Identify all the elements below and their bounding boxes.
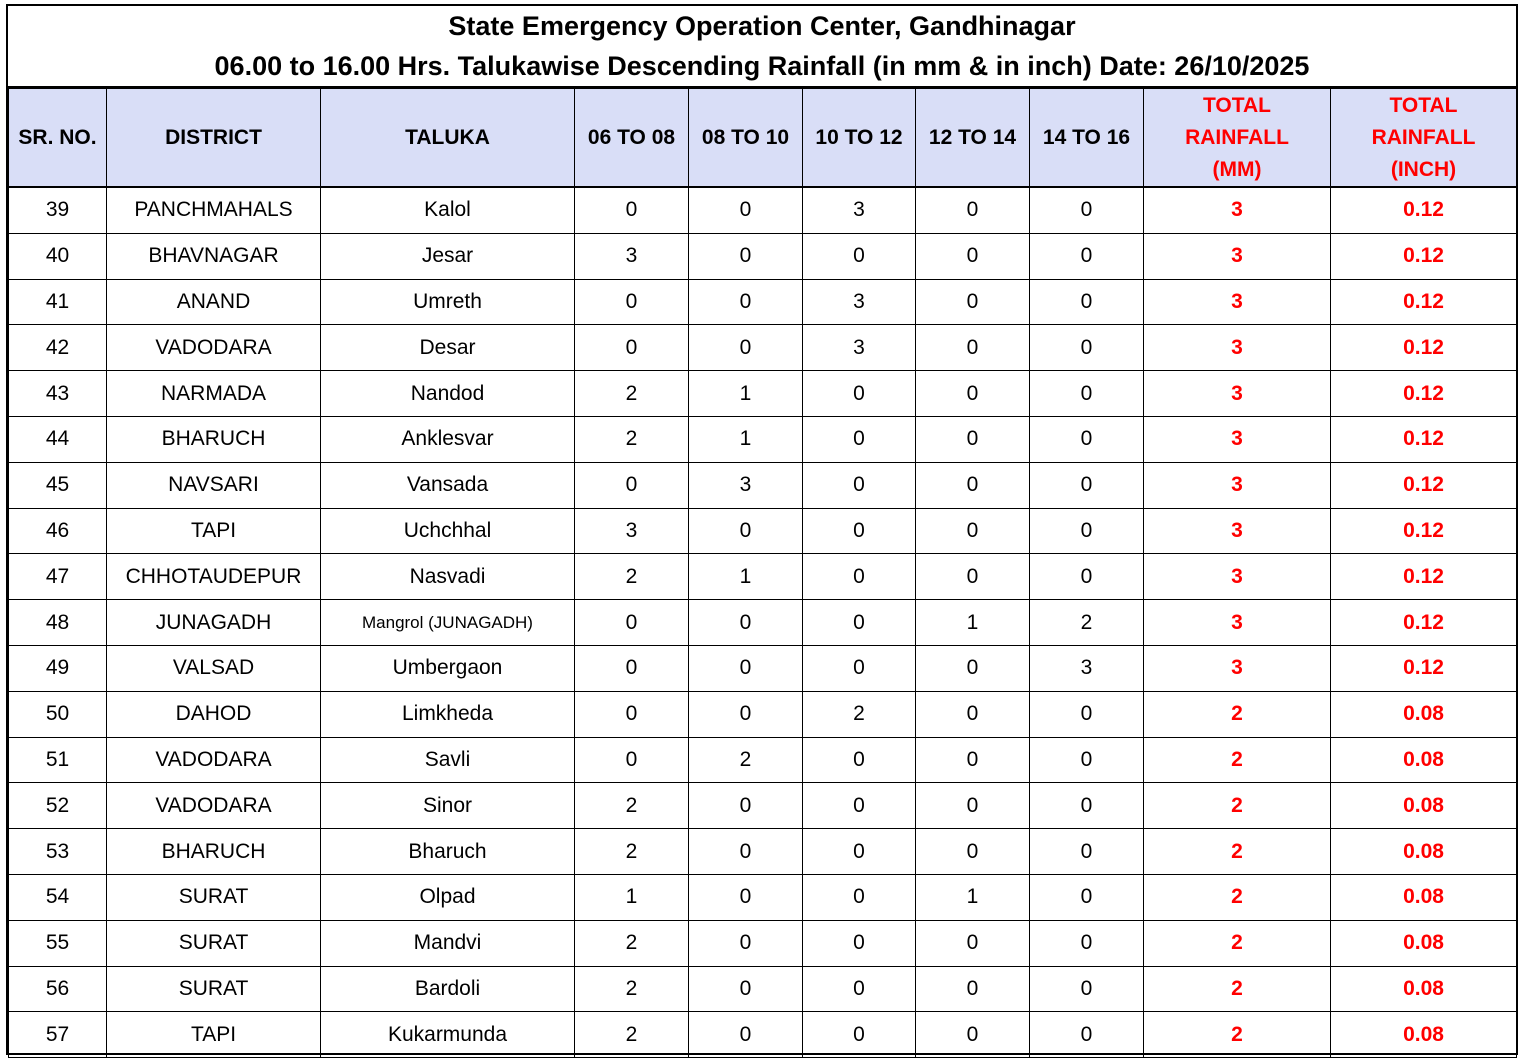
rainfall-table xyxy=(8,88,1517,1058)
sr-no-cell: 43 xyxy=(9,371,107,417)
column-header-district: DISTRICT xyxy=(107,89,321,188)
rain-12-14-cell: 0 xyxy=(916,645,1030,691)
sr-no-cell: 53 xyxy=(9,829,107,875)
rain-14-16-cell: 0 xyxy=(1030,829,1144,875)
district-cell: TAPI xyxy=(107,1012,321,1058)
taluka-cell: Jesar xyxy=(321,233,575,279)
rain-10-12-cell: 0 xyxy=(803,920,916,966)
taluka-cell: Bharuch xyxy=(321,829,575,875)
district-cell: NAVSARI xyxy=(107,462,321,508)
rain-06-08-cell: 0 xyxy=(575,462,689,508)
taluka-cell: Bardoli xyxy=(321,966,575,1012)
rain-12-14-cell: 0 xyxy=(916,966,1030,1012)
table-row xyxy=(9,600,1517,646)
taluka-cell: Uchchhal xyxy=(321,508,575,554)
sr-no-cell: 56 xyxy=(9,966,107,1012)
rain-08-10-cell: 1 xyxy=(689,371,803,417)
total-inch-cell: 0.08 xyxy=(1331,966,1517,1012)
rain-06-08-cell: 2 xyxy=(575,1012,689,1058)
rain-10-12-cell: 0 xyxy=(803,737,916,783)
column-header-14-to-16: 14 TO 16 xyxy=(1030,89,1144,188)
table-row xyxy=(9,874,1517,920)
total-inch-cell: 0.08 xyxy=(1331,920,1517,966)
taluka-cell: Vansada xyxy=(321,462,575,508)
table-row xyxy=(9,371,1517,417)
rain-06-08-cell: 2 xyxy=(575,829,689,875)
rain-08-10-cell: 0 xyxy=(689,783,803,829)
table-header-row xyxy=(9,89,1517,188)
total-mm-cell: 3 xyxy=(1144,462,1331,508)
report-title-line-2: 06.00 to 16.00 Hrs. Talukawise Descending Rainfall (in mm & in inch) Date: 26/10/2025 xyxy=(214,51,1310,81)
district-cell: DAHOD xyxy=(107,691,321,737)
district-cell: CHHOTAUDEPUR xyxy=(107,554,321,600)
total-mm-cell: 3 xyxy=(1144,600,1331,646)
taluka-cell: Kukarmunda xyxy=(321,1012,575,1058)
report-title-line-1: State Emergency Operation Center, Gandhinagar xyxy=(448,11,1076,41)
rain-14-16-cell: 0 xyxy=(1030,279,1144,325)
rain-14-16-cell: 0 xyxy=(1030,554,1144,600)
rain-14-16-cell: 0 xyxy=(1030,691,1144,737)
rain-12-14-cell: 0 xyxy=(916,737,1030,783)
rain-06-08-cell: 0 xyxy=(575,325,689,371)
total-mm-cell: 3 xyxy=(1144,416,1331,462)
table-body xyxy=(9,187,1517,1058)
rain-08-10-cell: 0 xyxy=(689,233,803,279)
total-mm-cell: 3 xyxy=(1144,554,1331,600)
rain-10-12-cell: 3 xyxy=(803,325,916,371)
rain-08-10-cell: 0 xyxy=(689,645,803,691)
rain-08-10-cell: 0 xyxy=(689,600,803,646)
rain-06-08-cell: 0 xyxy=(575,279,689,325)
sr-no-cell: 52 xyxy=(9,783,107,829)
district-cell: SURAT xyxy=(107,966,321,1012)
taluka-cell: Nasvadi xyxy=(321,554,575,600)
rain-14-16-cell: 0 xyxy=(1030,508,1144,554)
rain-10-12-cell: 0 xyxy=(803,416,916,462)
rain-08-10-cell: 0 xyxy=(689,508,803,554)
table-row xyxy=(9,416,1517,462)
rain-12-14-cell: 0 xyxy=(916,371,1030,417)
rain-12-14-cell: 0 xyxy=(916,783,1030,829)
district-cell: BHARUCH xyxy=(107,829,321,875)
table-row xyxy=(9,462,1517,508)
district-cell: JUNAGADH xyxy=(107,600,321,646)
taluka-cell: Mandvi xyxy=(321,920,575,966)
column-header-total-mm: TOTAL RAINFALL (MM) xyxy=(1144,89,1331,188)
taluka-cell: Nandod xyxy=(321,371,575,417)
sr-no-cell: 57 xyxy=(9,1012,107,1058)
table-row xyxy=(9,966,1517,1012)
table-row xyxy=(9,554,1517,600)
total-inch-cell: 0.12 xyxy=(1331,462,1517,508)
rain-10-12-cell: 3 xyxy=(803,187,916,233)
table-row xyxy=(9,645,1517,691)
rain-14-16-cell: 0 xyxy=(1030,233,1144,279)
rain-06-08-cell: 3 xyxy=(575,508,689,554)
taluka-cell: Umreth xyxy=(321,279,575,325)
total-mm-cell: 2 xyxy=(1144,1012,1331,1058)
column-header-sr-no: SR. NO. xyxy=(9,89,107,188)
total-mm-cell: 3 xyxy=(1144,645,1331,691)
rain-12-14-cell: 0 xyxy=(916,233,1030,279)
rain-08-10-cell: 0 xyxy=(689,279,803,325)
taluka-cell: Umbergaon xyxy=(321,645,575,691)
rain-14-16-cell: 0 xyxy=(1030,325,1144,371)
rain-06-08-cell: 1 xyxy=(575,874,689,920)
sr-no-cell: 45 xyxy=(9,462,107,508)
total-inch-cell: 0.12 xyxy=(1331,508,1517,554)
taluka-cell: Anklesvar xyxy=(321,416,575,462)
sr-no-cell: 46 xyxy=(9,508,107,554)
total-inch-cell: 0.08 xyxy=(1331,737,1517,783)
rain-14-16-cell: 0 xyxy=(1030,737,1144,783)
rain-12-14-cell: 0 xyxy=(916,920,1030,966)
rain-10-12-cell: 2 xyxy=(803,691,916,737)
rain-06-08-cell: 3 xyxy=(575,233,689,279)
rain-12-14-cell: 0 xyxy=(916,279,1030,325)
rain-10-12-cell: 3 xyxy=(803,279,916,325)
rain-06-08-cell: 2 xyxy=(575,554,689,600)
rain-14-16-cell: 0 xyxy=(1030,920,1144,966)
sr-no-cell: 44 xyxy=(9,416,107,462)
total-inch-cell: 0.12 xyxy=(1331,233,1517,279)
table-row xyxy=(9,279,1517,325)
column-header-total-inch: TOTAL RAINFALL (INCH) xyxy=(1331,89,1517,188)
column-header-10-to-12: 10 TO 12 xyxy=(803,89,916,188)
total-inch-cell: 0.12 xyxy=(1331,187,1517,233)
sr-no-cell: 39 xyxy=(9,187,107,233)
district-cell: BHAVNAGAR xyxy=(107,233,321,279)
rain-08-10-cell: 3 xyxy=(689,462,803,508)
rain-10-12-cell: 0 xyxy=(803,233,916,279)
column-header-06-to-08: 06 TO 08 xyxy=(575,89,689,188)
column-header-12-to-14: 12 TO 14 xyxy=(916,89,1030,188)
sr-no-cell: 47 xyxy=(9,554,107,600)
total-mm-cell: 3 xyxy=(1144,325,1331,371)
rain-06-08-cell: 0 xyxy=(575,691,689,737)
rain-10-12-cell: 0 xyxy=(803,874,916,920)
district-cell: ANAND xyxy=(107,279,321,325)
rain-06-08-cell: 2 xyxy=(575,920,689,966)
rain-06-08-cell: 0 xyxy=(575,645,689,691)
rain-12-14-cell: 1 xyxy=(916,874,1030,920)
rain-06-08-cell: 2 xyxy=(575,966,689,1012)
total-mm-cell: 2 xyxy=(1144,691,1331,737)
rain-12-14-cell: 0 xyxy=(916,325,1030,371)
sr-no-cell: 40 xyxy=(9,233,107,279)
total-mm-cell: 3 xyxy=(1144,279,1331,325)
table-row xyxy=(9,783,1517,829)
total-inch-cell: 0.08 xyxy=(1331,829,1517,875)
rain-12-14-cell: 0 xyxy=(916,1012,1030,1058)
rain-10-12-cell: 0 xyxy=(803,829,916,875)
rain-06-08-cell: 2 xyxy=(575,371,689,417)
district-cell: TAPI xyxy=(107,508,321,554)
total-inch-cell: 0.12 xyxy=(1331,371,1517,417)
rain-12-14-cell: 0 xyxy=(916,554,1030,600)
rain-12-14-cell: 1 xyxy=(916,600,1030,646)
rain-14-16-cell: 0 xyxy=(1030,416,1144,462)
taluka-cell: Sinor xyxy=(321,783,575,829)
total-inch-cell: 0.12 xyxy=(1331,325,1517,371)
sr-no-cell: 51 xyxy=(9,737,107,783)
total-mm-cell: 3 xyxy=(1144,508,1331,554)
rain-10-12-cell: 0 xyxy=(803,600,916,646)
rain-10-12-cell: 0 xyxy=(803,554,916,600)
total-mm-cell: 3 xyxy=(1144,371,1331,417)
sr-no-cell: 49 xyxy=(9,645,107,691)
table-row xyxy=(9,1012,1517,1058)
rain-08-10-cell: 0 xyxy=(689,691,803,737)
rain-10-12-cell: 0 xyxy=(803,1012,916,1058)
rain-08-10-cell: 0 xyxy=(689,829,803,875)
total-mm-cell: 3 xyxy=(1144,187,1331,233)
rain-14-16-cell: 0 xyxy=(1030,874,1144,920)
total-inch-cell: 0.12 xyxy=(1331,600,1517,646)
rain-14-16-cell: 2 xyxy=(1030,600,1144,646)
rain-08-10-cell: 0 xyxy=(689,187,803,233)
rain-14-16-cell: 0 xyxy=(1030,462,1144,508)
report-title xyxy=(8,6,1516,88)
table-row xyxy=(9,233,1517,279)
total-mm-cell: 2 xyxy=(1144,829,1331,875)
rain-10-12-cell: 0 xyxy=(803,462,916,508)
rain-14-16-cell: 0 xyxy=(1030,966,1144,1012)
total-mm-cell: 2 xyxy=(1144,966,1331,1012)
rain-14-16-cell: 0 xyxy=(1030,1012,1144,1058)
sr-no-cell: 48 xyxy=(9,600,107,646)
sr-no-cell: 50 xyxy=(9,691,107,737)
rain-08-10-cell: 0 xyxy=(689,325,803,371)
district-cell: VADODARA xyxy=(107,737,321,783)
rain-08-10-cell: 2 xyxy=(689,737,803,783)
total-mm-cell: 2 xyxy=(1144,737,1331,783)
rain-14-16-cell: 0 xyxy=(1030,371,1144,417)
rain-14-16-cell: 0 xyxy=(1030,187,1144,233)
district-cell: VALSAD xyxy=(107,645,321,691)
district-cell: NARMADA xyxy=(107,371,321,417)
rain-08-10-cell: 1 xyxy=(689,554,803,600)
total-inch-cell: 0.12 xyxy=(1331,416,1517,462)
total-mm-cell: 2 xyxy=(1144,874,1331,920)
table-row xyxy=(9,325,1517,371)
district-cell: PANCHMAHALS xyxy=(107,187,321,233)
table-row xyxy=(9,187,1517,233)
rain-12-14-cell: 0 xyxy=(916,416,1030,462)
rain-08-10-cell: 0 xyxy=(689,920,803,966)
rain-10-12-cell: 0 xyxy=(803,783,916,829)
total-inch-cell: 0.08 xyxy=(1331,874,1517,920)
taluka-cell: Mangrol (JUNAGADH) xyxy=(321,600,575,646)
rain-10-12-cell: 0 xyxy=(803,371,916,417)
rain-06-08-cell: 0 xyxy=(575,737,689,783)
total-inch-cell: 0.08 xyxy=(1331,783,1517,829)
rain-08-10-cell: 1 xyxy=(689,416,803,462)
district-cell: BHARUCH xyxy=(107,416,321,462)
rain-12-14-cell: 0 xyxy=(916,829,1030,875)
rain-08-10-cell: 0 xyxy=(689,1012,803,1058)
total-inch-cell: 0.12 xyxy=(1331,554,1517,600)
sr-no-cell: 54 xyxy=(9,874,107,920)
rain-12-14-cell: 0 xyxy=(916,462,1030,508)
taluka-cell: Desar xyxy=(321,325,575,371)
taluka-cell: Olpad xyxy=(321,874,575,920)
rain-06-08-cell: 2 xyxy=(575,416,689,462)
district-cell: SURAT xyxy=(107,874,321,920)
table-row xyxy=(9,920,1517,966)
rain-10-12-cell: 0 xyxy=(803,966,916,1012)
rain-06-08-cell: 2 xyxy=(575,783,689,829)
rain-14-16-cell: 3 xyxy=(1030,645,1144,691)
rain-12-14-cell: 0 xyxy=(916,187,1030,233)
district-cell: VADODARA xyxy=(107,325,321,371)
rain-10-12-cell: 0 xyxy=(803,645,916,691)
column-header-taluka: TALUKA xyxy=(321,89,575,188)
rain-12-14-cell: 0 xyxy=(916,691,1030,737)
total-inch-cell: 0.12 xyxy=(1331,279,1517,325)
rain-10-12-cell: 0 xyxy=(803,508,916,554)
rain-06-08-cell: 0 xyxy=(575,187,689,233)
rain-08-10-cell: 0 xyxy=(689,966,803,1012)
taluka-cell: Limkheda xyxy=(321,691,575,737)
taluka-cell: Savli xyxy=(321,737,575,783)
total-inch-cell: 0.08 xyxy=(1331,1012,1517,1058)
district-cell: VADODARA xyxy=(107,783,321,829)
sr-no-cell: 41 xyxy=(9,279,107,325)
table-row xyxy=(9,508,1517,554)
total-mm-cell: 3 xyxy=(1144,233,1331,279)
sr-no-cell: 55 xyxy=(9,920,107,966)
table-row xyxy=(9,829,1517,875)
total-mm-cell: 2 xyxy=(1144,920,1331,966)
rain-14-16-cell: 0 xyxy=(1030,783,1144,829)
total-inch-cell: 0.12 xyxy=(1331,645,1517,691)
table-row xyxy=(9,737,1517,783)
rain-12-14-cell: 0 xyxy=(916,508,1030,554)
table-row xyxy=(9,691,1517,737)
column-header-08-to-10: 08 TO 10 xyxy=(689,89,803,188)
total-mm-cell: 2 xyxy=(1144,783,1331,829)
taluka-cell: Kalol xyxy=(321,187,575,233)
total-inch-cell: 0.08 xyxy=(1331,691,1517,737)
rain-08-10-cell: 0 xyxy=(689,874,803,920)
district-cell: SURAT xyxy=(107,920,321,966)
sr-no-cell: 42 xyxy=(9,325,107,371)
rainfall-report-sheet xyxy=(6,4,1518,1055)
rain-06-08-cell: 0 xyxy=(575,600,689,646)
